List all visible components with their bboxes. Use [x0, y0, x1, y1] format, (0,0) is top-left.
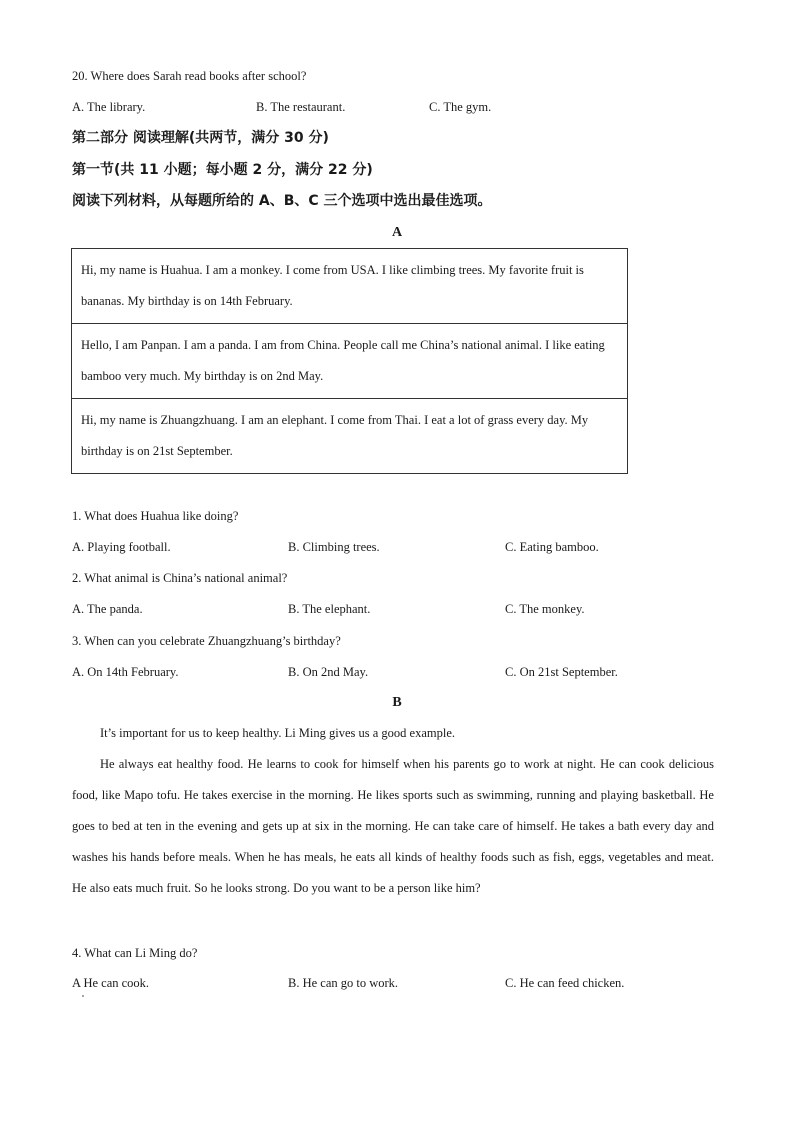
passage-b-paragraph-1: It’s important for us to keep healthy. Li Ming gives us a good example.: [100, 726, 456, 740]
question-1: 1. What does Huahua like doing?: [72, 509, 239, 523]
q3-option-a: A. On 14th February.: [72, 665, 179, 679]
huahua-box: Hi, my name is Huahua. I am a monkey. I come from USA. I like climbing trees. My favorite fruit is bananas. My birthday is on 14th February.: [72, 249, 628, 324]
passage-a-label: A: [391, 225, 403, 240]
table-row: [72, 324, 628, 399]
q2-option-b: B. The elephant.: [288, 602, 371, 616]
q1-option-a: A. Playing football.: [72, 540, 171, 554]
passage-b-label: B: [392, 695, 402, 710]
question-3: 3. When can you celebrate Zhuangzhuang’s birthday?: [72, 634, 341, 648]
passage-b-paragraph-2: He always eat healthy food. He learns to cook for himself when his parents go to work at night. He can cook delicious food, like Mapo tofu. He takes exercise in the morning. He likes sports such as swimming, running and playing basketball. He goes to bed at ten in the evening and gets up at six in the morning. He can take care of himself. He takes a bath every day and washes his hands before meals. When he has meals, he eats all kinds of healthy foods such as fish, eggs, vegetables and meat. He also eats much fruit. So he looks strong. Do you want to be a person like him?: [72, 757, 714, 895]
question-20: 20. Where does Sarah read books after school?: [72, 69, 307, 83]
stray-mark: [82, 995, 84, 997]
zhuangzhuang-box: Hi, my name is Zhuangzhuang. I am an elephant. I come from Thai. I eat a lot of grass every day. My birthday is on 21st September.: [72, 399, 628, 474]
q1-option-c: C. Eating bamboo.: [505, 540, 599, 554]
q3-option-b: B. On 2nd May.: [288, 665, 369, 679]
q4-option-b: B. He can go to work.: [288, 976, 399, 990]
q20-option-c: C. The gym.: [429, 100, 492, 114]
q20-option-b: B. The restaurant.: [256, 100, 346, 114]
q1-option-b: B. Climbing trees.: [288, 540, 380, 554]
table-row: [72, 399, 628, 474]
instruction-text: 阅读下列材料，从每题所给的 A、B、C 三个选项中选出最佳选项。: [72, 193, 492, 209]
q2-option-c: C. The monkey.: [505, 602, 585, 616]
section1-heading: 第一节(共 11 小题；每小题 2 分，满分 22 分): [72, 162, 373, 178]
q2-option-a: A. The panda.: [72, 602, 143, 616]
table-row: [72, 249, 628, 324]
panpan-box: Hello, I am Panpan. I am a panda. I am from China. People call me China’s national animal. I like eating bamboo very much. My birthday is on 2nd May.: [72, 324, 628, 399]
passage-a-table: [71, 248, 628, 474]
question-2: 2. What animal is China’s national animal?: [72, 571, 288, 585]
passage-b-text: [72, 718, 714, 904]
q4-option-a: A He can cook.: [72, 976, 150, 990]
q4-option-c: C. He can feed chicken.: [505, 976, 625, 990]
q3-option-c: C. On 21st September.: [505, 665, 618, 679]
part2-heading: 第二部分 阅读理解(共两节，满分 30 分): [72, 130, 329, 146]
q20-option-a: A. The library.: [72, 100, 146, 114]
question-4: 4. What can Li Ming do?: [72, 946, 198, 960]
